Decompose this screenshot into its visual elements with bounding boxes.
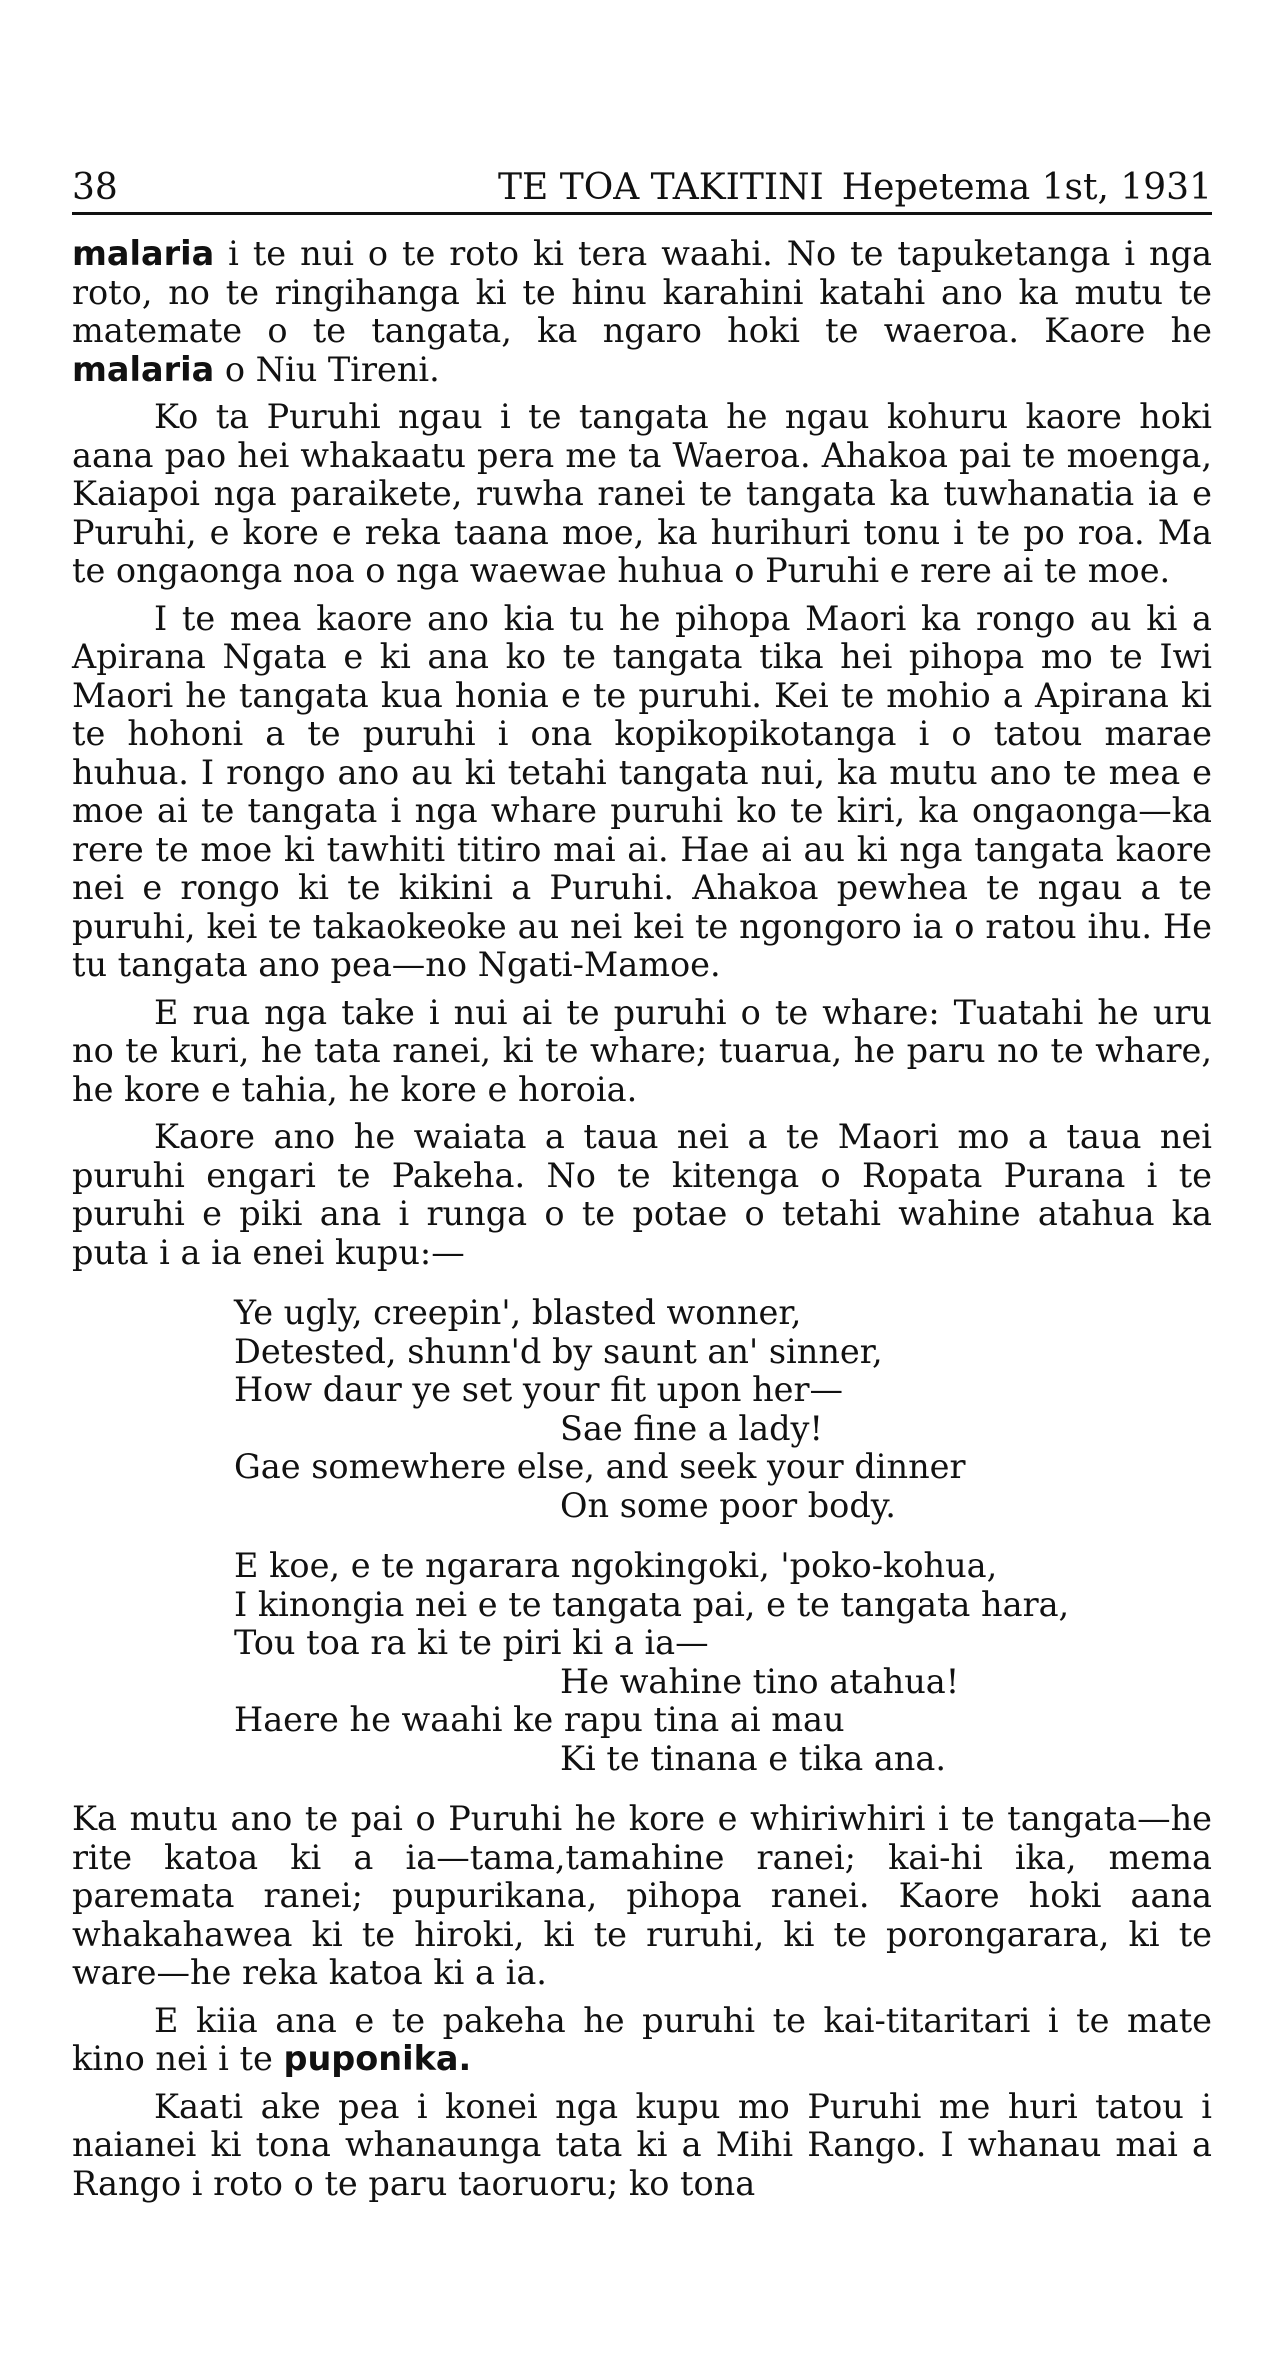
bold-term: puponika. <box>283 2039 472 2078</box>
paragraph-1 <box>72 235 1212 389</box>
poem-line: He wahine tino atahua! <box>560 1661 960 1701</box>
bold-term: malaria <box>72 234 215 273</box>
poem-stanza-maori <box>234 1547 1212 1778</box>
bold-term: malaria <box>72 349 215 389</box>
page-number: 38 <box>72 167 118 208</box>
paragraph-7 <box>72 2002 1212 2079</box>
page-header <box>72 160 1212 215</box>
poem <box>234 1294 1212 1778</box>
poem-line: Ye ugly, creepin', blasted wonner, <box>234 1293 802 1332</box>
poem-line: Ki te tinana e tika ana. <box>560 1738 946 1778</box>
paragraph-8: Kaati ake pea i konei nga kupu mo Puruhi me huri tatou i naianei ki tona whanaunga tata ki a Mihi Rango. I whanau mai a Rango i roto o te paru taoruoru; ko tona <box>72 2086 1212 2203</box>
poem-stanza-english <box>234 1294 1212 1525</box>
poem-line: How daur ye set your fit upon her— <box>234 1370 844 1409</box>
text-run: i te nui o te roto ki tera waahi. No te tapuketanga i nga roto, no te ringihanga ki te hinu karahini katahi ano ka mutu te matemate o te tangata, ka ngaro hoki te waeroa. Kaore he <box>72 234 1212 350</box>
poem-line: Gae somewhere else, and seek your dinner <box>234 1447 966 1486</box>
text-run: o Niu Tireni. <box>214 349 440 389</box>
issue-date: Hepetema 1st, 1931 <box>841 167 1212 208</box>
poem-line: Tou toa ra ki te piri ki a ia— <box>234 1623 709 1662</box>
article-body <box>72 235 1212 2203</box>
poem-line: Sae fine a lady! <box>560 1408 823 1448</box>
poem-line: I kinongia nei e te tangata pai, e te tangata hara, <box>234 1584 1070 1624</box>
paragraph-5: Kaore ano he waiata a taua nei a te Maori mo a taua nei puruhi engari te Pakeha. No te kitenga o Ropata Purana i te puruhi e piki ana i runga o te potae o tetahi wahine atahua ka puta i a ia enei kupu:— <box>72 1117 1212 1272</box>
running-title <box>498 167 1212 208</box>
publication-title: TE TOA TAKITINI <box>497 167 824 208</box>
text-run: E kiia ana e te pakeha he puruhi te kai-titaritari i te mate kino nei i te <box>72 2000 1212 2078</box>
poem-line: On some poor body. <box>560 1485 896 1525</box>
poem-line: E koe, e te ngarara ngokingoki, 'poko-kohua, <box>234 1546 998 1585</box>
document-page <box>72 160 1212 2212</box>
poem-line: Haere he waahi ke rapu tina ai mau <box>234 1700 845 1739</box>
paragraph-6: Ka mutu ano te pai o Puruhi he kore e whiriwhiri i te tangata—he rite katoa ki a ia—tama,tamahine ranei; kai-hi ika, mema paremata ranei; pupurikana, pihopa ranei. Kaore hoki aana whakahawea ki te hiroki, ki te ruruhi, ki te porongarara, ki te ware—he reka katoa ki a ia. <box>72 1799 1212 1992</box>
poem-line: Detested, shunn'd by saunt an' sinner, <box>234 1331 883 1371</box>
paragraph-4: E rua nga take i nui ai te puruhi o te whare: Tuatahi he uru no te kuri, he tata ranei, ki te whare; tuarua, he paru no te whare, he kore e tahia, he kore e horoia. <box>72 992 1212 1109</box>
paragraph-3: I te mea kaore ano kia tu he pihopa Maori ka rongo au ki a Apirana Ngata e ki ana ko te tangata tika hei pihopa mo te Iwi Maori he tangata kua honia e te puruhi. Kei te mohio a Apirana ki te hohoni a te puruhi i ona kopikopikotanga i o tatou marae huhua. I rongo ano au ki tetahi tangata nui, ka mutu ano te mea e moe ai te tangata i nga whare puruhi ko te kiri, ka ongaonga—ka rere te moe ki tawhiti titiro mai ai. Hae ai au ki nga tangata kaore nei e rongo ki te kikini a Puruhi. Ahakoa pewhea te ngau a te puruhi, kei te takaokeoke au nei kei te ngongoro ia o ratou ihu. He tu tangata ano pea—no Ngati-Mamoe. <box>72 598 1212 984</box>
paragraph-2: Ko ta Puruhi ngau i te tangata he ngau kohuru kaore hoki aana pao hei whakaatu pera me ta Waeroa. Ahakoa pai te moenga, Kaiapoi nga paraikete, ruwha ranei te tangata ka tuwhanatia ia e Puruhi, e kore e reka taana moe, ka hurihuri tonu i te po roa. Ma te ongaonga noa o nga waewae huhua o Puruhi e rere ai te moe. <box>72 397 1212 590</box>
